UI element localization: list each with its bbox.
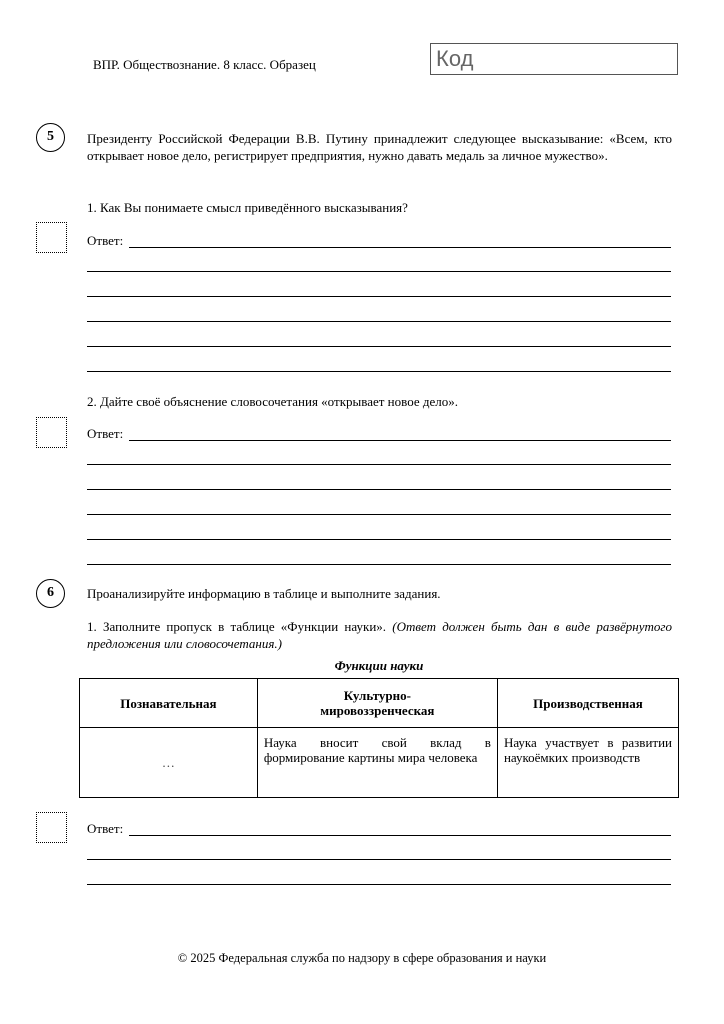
task6-question-1 [87, 618, 672, 652]
answer-label: Ответ: [87, 821, 124, 836]
answer-line[interactable] [87, 564, 671, 565]
copyright-footer: © 2025 Федеральная служба по надзору в сфере образования и науки [177, 951, 547, 965]
document-header-title: ВПР. Обществознание. 8 класс. Образец [93, 57, 316, 72]
table-cell: Наука вносит свой вклад в формирование картины мира человека [257, 728, 497, 798]
answer-line[interactable] [87, 371, 671, 372]
answer-line[interactable] [87, 514, 671, 515]
answer-line[interactable] [129, 426, 671, 441]
answer-line[interactable] [87, 464, 671, 465]
table-header-cell: Культурно-мировоззренческая [257, 679, 497, 728]
task-number-badge: 6 [36, 579, 65, 608]
score-box[interactable] [36, 222, 67, 253]
student-code-field[interactable]: Код [430, 43, 678, 75]
table-cell: Наука участвует в развитии наукоёмких производств [497, 728, 678, 798]
table-header-row [80, 679, 679, 728]
task5-question-2: 2. Дайте своё объяснение словосочетания «открывает новое дело». [87, 394, 458, 409]
answer-line[interactable] [87, 884, 671, 885]
answer-line[interactable] [87, 271, 671, 272]
answer-line[interactable] [87, 539, 671, 540]
answer-row[interactable] [87, 233, 671, 248]
answer-row[interactable] [87, 426, 671, 441]
table-header-cell: Познавательная [80, 679, 258, 728]
score-box[interactable] [36, 812, 67, 843]
answer-row[interactable] [87, 821, 671, 836]
task-number-badge: 5 [36, 123, 65, 152]
answer-label: Ответ: [87, 233, 124, 248]
answer-line[interactable] [87, 346, 671, 347]
answer-label: Ответ: [87, 426, 124, 441]
science-functions-table [79, 678, 679, 798]
answer-line[interactable] [129, 233, 671, 248]
table-caption: Функции науки [334, 658, 424, 673]
answer-line[interactable] [129, 821, 671, 836]
table-header-cell: Производственная [497, 679, 678, 728]
answer-line[interactable] [87, 296, 671, 297]
task6-question-1-main: 1. Заполните пропуск в таблице «Функции науки». [87, 619, 387, 634]
score-box[interactable] [36, 417, 67, 448]
answer-line[interactable] [87, 859, 671, 860]
task5-intro-text: Президенту Российской Федерации В.В. Путину принадлежит следующее высказывание: «Всем, кто открывает новое дело, регистрирует предприятия, нужно давать медаль за личное мужество». [87, 131, 672, 163]
task6-intro-text: Проанализируйте информацию в таблице и выполните задания. [87, 586, 441, 601]
answer-line[interactable] [87, 321, 671, 322]
table-row [80, 728, 679, 798]
task6-question-1-note: (Ответ должен быть дан в виде развёрнутого предложения или словосочетания.) [87, 619, 672, 651]
task5-question-1: 1. Как Вы понимаете смысл приведённого высказывания? [87, 200, 408, 215]
answer-line[interactable] [87, 489, 671, 490]
table-missing-cell: … [80, 728, 258, 798]
